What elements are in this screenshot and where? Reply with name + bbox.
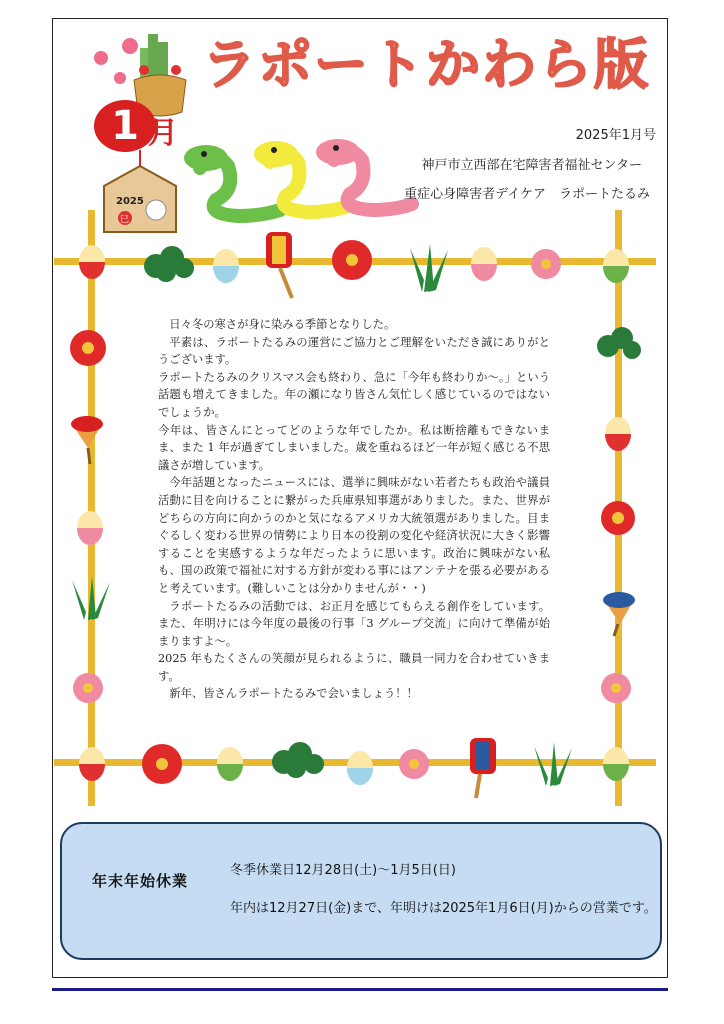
egg-ornament-icon: [347, 751, 373, 785]
pine-icon: [272, 742, 324, 778]
plum-blossom-icon: [70, 330, 106, 366]
egg-ornament-icon: [471, 247, 497, 281]
plum-blossom-icon: [601, 501, 635, 535]
department-name: 重症心身障害者デイケア ラポートたるみ: [404, 187, 650, 202]
pine-icon: [144, 246, 194, 282]
egg-ornament-icon: [603, 747, 629, 781]
article-paragraph: ラポートたるみの活動では、お正月を感じてもらえる創作をしています。また、年明けには今年度の最後の行事「3 グループ交流」に向けて準備が始まりますよ〜。: [158, 599, 550, 648]
egg-ornament-icon: [77, 511, 103, 545]
drum-icon: [266, 232, 292, 298]
holiday-notice-box: [60, 822, 662, 960]
egg-ornament-icon: [217, 747, 243, 781]
bamboo-icon: [410, 244, 448, 292]
ema-plaque-icon: [104, 150, 176, 232]
newsletter-title: ラポートかわら版: [202, 33, 650, 96]
egg-ornament-icon: [79, 245, 105, 279]
plum-blossom-icon: [94, 38, 138, 84]
egg-ornament-icon: [605, 417, 631, 451]
egg-ornament-icon: [79, 747, 105, 781]
footer-divider: [52, 988, 668, 991]
plum-blossom-icon: [332, 240, 372, 280]
drum-icon: [470, 738, 496, 798]
notice-business-hours: 年内は12月27日(金)まで、年明けは2025年1月6日(月)からの営業です。: [230, 901, 657, 916]
article-paragraph: 新年、皆さんラポートたるみで会いましょう！！: [169, 687, 418, 701]
snake-icon: [316, 139, 412, 210]
article-paragraph: 平素は、ラポートたるみの運営にご協力とご理解をいただき誠にありがとうございます。: [158, 335, 550, 367]
egg-ornament-icon: [213, 249, 239, 283]
article-paragraph: 2025 年もたくさんの笑顔が見られるように、職員一同力を合わせていきます。: [158, 652, 550, 683]
article-paragraph: 日々冬の寒さが身に染みる季節となりした。: [169, 318, 396, 331]
egg-ornament-icon: [603, 249, 629, 283]
plum-blossom-icon: [601, 673, 631, 703]
bamboo-icon: [534, 742, 572, 786]
ema-char: 巳: [120, 215, 130, 225]
issue-date: 2025年1月号: [575, 128, 656, 143]
svg-text:2025: 2025: [116, 196, 144, 207]
spinning-top-icon: [71, 416, 103, 464]
organization-name: 神戸市立西部在宅障害者福祉センター: [421, 158, 642, 173]
article-paragraph: 今年話題となったニュースには、選挙に興味がない若者たちも政治や議員活動に目を向けることに繋がった兵庫県知事選がありました。また、世界がどちらの方向に向かうのかと気になるアメリカ大統領選がありました。目まぐるしく変わる世界の情勢により日本の役割の変化や経済状況に大きく影響することを実感するような年だったように思います。政治に興味がない私も、国の政策で福祉に対する方針が変わる事にはアンテナを張る必要があると考えています。(難しいことは分かりませんが・・): [158, 476, 550, 595]
article-body: [158, 316, 550, 703]
month-number-badge: 1: [94, 100, 156, 152]
plum-blossom-icon: [73, 673, 103, 703]
plum-blossom-icon: [531, 249, 561, 279]
plum-blossom-icon: [399, 749, 429, 779]
article-paragraph: 今年は、皆さんにとってどのような年でしたか。私は断捨離もできないまま、また 1 年が過ぎてしまいました。歳を重ねるほど一年が短く感じる不思議さが増しています。: [158, 423, 550, 472]
month-suffix: 月: [148, 116, 178, 151]
article-paragraph: ラポートたるみのクリスマス会も終わり、急に「今年も終わりか〜。」という話題も増えてきました。年の瀬になり皆さん気忙しく感じているのではないでしょうか。: [158, 370, 550, 419]
notice-holiday-dates: 冬季休業日12月28日(土)〜1月5日(日): [230, 863, 456, 878]
notice-title: 年末年始休業: [92, 872, 189, 890]
plum-blossom-icon: [142, 744, 182, 784]
